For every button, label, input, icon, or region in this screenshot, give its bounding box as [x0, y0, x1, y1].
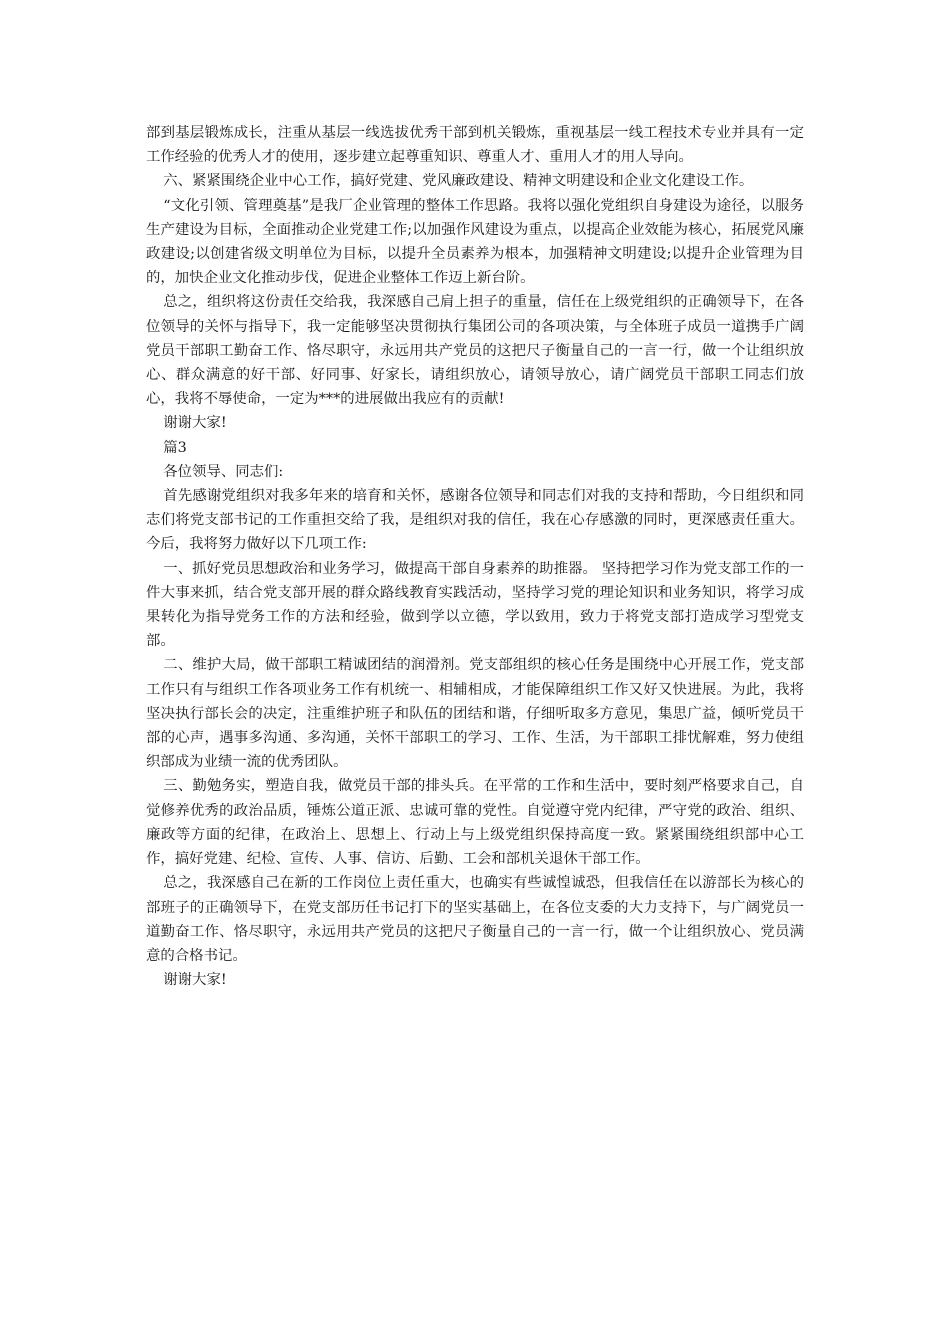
paragraph: 首先感谢党组织对我多年来的培育和关怀，感谢各位领导和同志们对我的支持和帮助，今日组织和同志们将党支部书记的工作重担交给了我，是组织对我的信任，我在心存感激的同时，更深感责任重大。今后，我将努力做好以下几项工作: [146, 488, 804, 553]
closing-line: 谢谢大家! [163, 415, 227, 432]
paragraph: 总之，我深感自己在新的工作岗位上责任重大，也确实有些诚惶诚恐，但我信任在以游部长为核心的部班子的正确领导下，在党支部历任书记打下的坚实基础上，在各位支委的大力支持下，与广阔党员一道勤奋工作、恪尽职守，永远用共产党员的这把尺子衡量自己的一言一行，做一个让组织放心、党员满意的合格书记。 [146, 875, 804, 964]
closing-line: 谢谢大家! [163, 972, 227, 989]
document-body [146, 121, 804, 992]
section-heading: 篇3 [163, 439, 187, 456]
paragraph: 六、紧紧围绕企业中心工作，搞好党建、党风廉政建设、精神文明建设和企业文化建设工作。 [163, 173, 754, 190]
paragraph: 一、抓好党员思想政治和业务学习，做提高干部自身素养的助推器。 坚持把学习作为党支部工作的一件大事来抓，结合党支部开展的群众路线教育实践活动，坚持学习党的理论知识和业务知识，将学习成果转化为指导党务工作的方法和经验，做到学以立德，学以致用，致力于将党支部打造成学习型党支部。 [146, 560, 804, 650]
paragraph: 部到基层锻炼成长，注重从基层一线选拔优秀干部到机关锻炼，重视基层一线工程技术专业并具有一定工作经验的优秀人才的使用，逐步建立起尊重知识、尊重人才、重用人才的用人导向。 [146, 125, 804, 166]
salutation: 各位领导、同志们: [163, 463, 284, 480]
paragraph: 总之，组织将这份责任交给我，我深感自己肩上担子的重量，信任在上级党组织的正确领导下，在各位领导的关怀与指导下，我一定能够坚决贯彻执行集团公司的各项决策，与全体班子成员一道携手广阔党员干部职工勤奋工作、恪尽职守，永远用共产党员的这把尺子衡量自己的一言一行，做一个让组织放心、群众满意的好干部、好同事、好家长，请组织放心，请领导放心，请广阔党员干部职工同志们放心，我将不辱使命，一定为***的进展做出我应有的贡献! [146, 294, 804, 408]
paragraph: “文化引领、管理奠基”是我厂企业管理的整体工作思路。我将以强化党组织自身建设为途径，以服务生产建设为目标，全面推动企业党建工作;以加强作风建设为重点，以提高企业效能为核心，拓展党风廉政建设;以创建省级文明单位为目标，以提升全员素养为根本，加强精神文明建设;以提升企业管理为目的，加快企业文化推动步伐，促进企业整体工作迈上新台阶。 [146, 197, 804, 287]
paragraph: 二、维护大局，做干部职工精诚团结的润滑剂。党支部组织的核心任务是围绕中心开展工作，党支部工作只有与组织工作各项业务工作有机统一、相辅相成，才能保障组织工作又好又快进展。为此，我将坚决执行部长会的决定，注重维护班子和队伍的团结和谐，仔细听取多方意见，集思广益，倾听党员干部的心声，遇事多沟通、多沟通，关怀干部职工的学习、工作、生活，为干部职工排忧解难，努力使组织部成为业绩一流的优秀团队。 [146, 657, 804, 771]
paragraph: 三、勤勉务实，塑造自我，做党员干部的排头兵。在平常的工作和生活中，要时刻严格要求自己，自觉修养优秀的政治品质，锤炼公道正派、忠诚可靠的党性。自觉遵守党内纪律，严守党的政治、组织、廉政等方面的纪律，在政治上、思想上、行动上与上级党组织保持高度一致。紧紧围绕组织部中心工作，搞好党建、纪检、宣传、人事、信访、后勤、工会和部机关退休干部工作。 [146, 778, 804, 868]
